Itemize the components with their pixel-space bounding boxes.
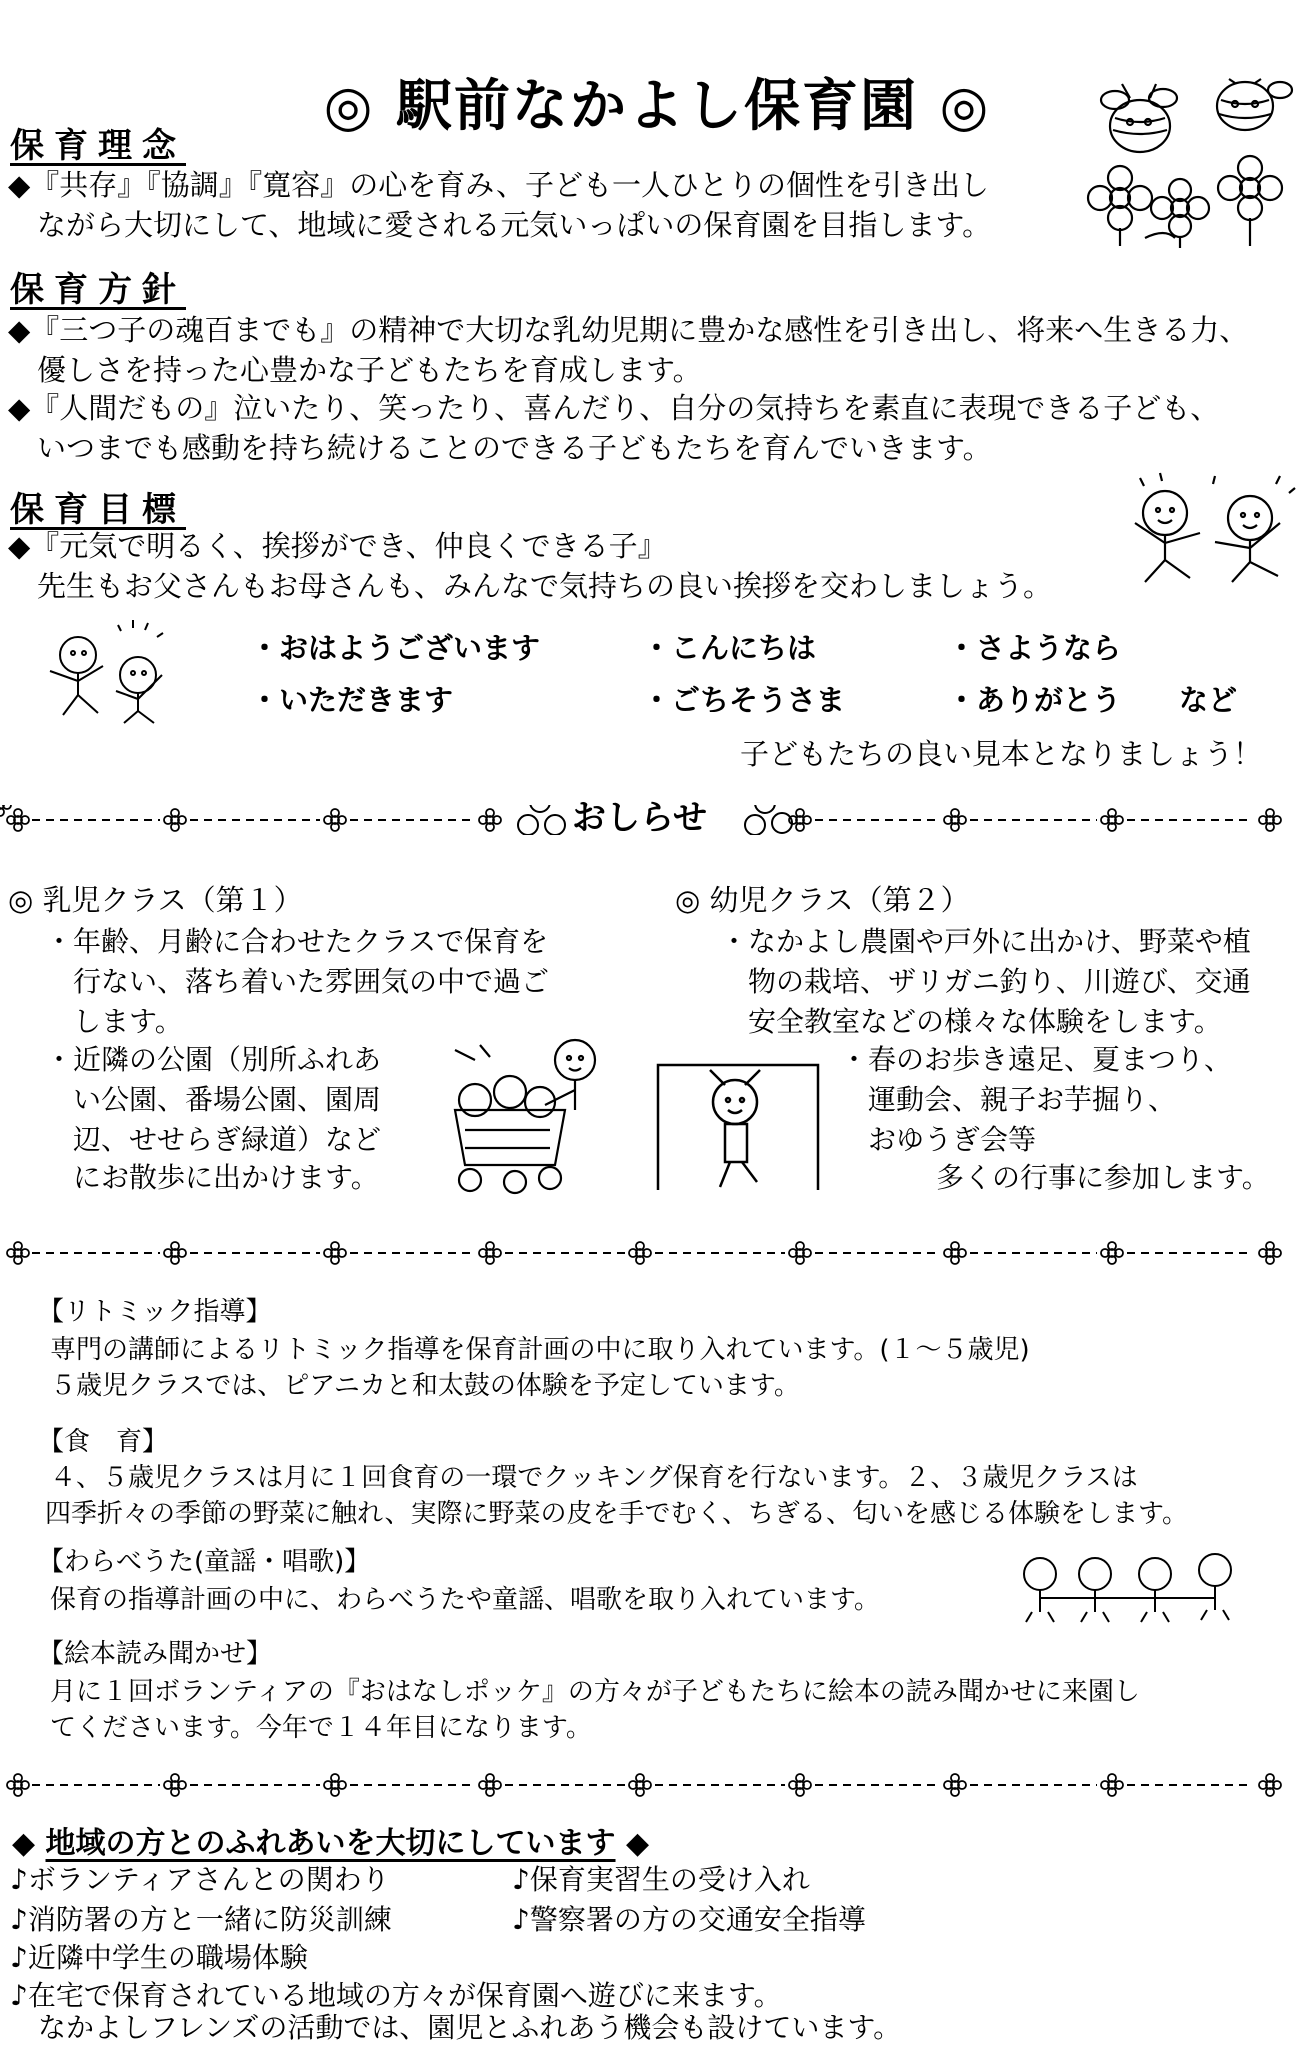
program-ehon-heading: 【絵本読み聞かせ】 [38,1639,273,1669]
program-ehon-line-2: てくださいます。今年で１４年目になります。 [50,1713,592,1743]
heading-houshin: 保育方針 [10,270,186,310]
program-warabeuta-heading: 【わらべうた(童謡・唱歌)】 [38,1547,371,1577]
page-title: ◎ 駅前なかよし保育園 ◎ [323,74,991,139]
nyuji-heading: ◎ 乳児クラス（第１） [8,883,303,917]
greeting-arigatou: ・ありがとう など [947,683,1238,717]
heading-rinen: 保育理念 [10,126,186,166]
kids-jumping-illustration [1110,468,1310,586]
houshin-line-4: いつまでも感動を持ち続けることのできる子どもたちを育んでいきます。 [8,431,992,465]
mokuhyo-closing: 子どもたちの良い見本となりましょう！ [740,737,1263,771]
community-last-line-1: ♪在宅で保育されている地域の方々が保育園へ遊びに来ます。 [10,1979,782,2012]
community-item-volunteer: ♪ボランティアさんとの関わり [10,1863,390,1896]
heading-mokuhyo: 保育目標 [10,490,186,530]
youji-line-1: ・なかよし農園や戸外に出かけ、野菜や植 [720,925,1251,958]
kids-holding-hands-illustration [1010,1546,1260,1626]
nyuji-line-6: 辺、せせらぎ緑道）など [45,1123,382,1156]
community-heading-row [12,1818,649,1862]
program-rhythmic-heading: 【リトミック指導】 [38,1297,272,1327]
community-item-fire-drill: ♪消防署の方と一緒に防災訓練 [10,1903,392,1936]
mokuhyo-line-2: 先生もお父さんもお母さんも、みんなで気持ちの良い挨拶を交わしましょう。 [8,569,1053,603]
youji-line-5: 運動会、親子お芋掘り、 [840,1083,1177,1116]
oshirase-heading: おしらせ [572,798,707,838]
houshin-line-1: ◆『三つ子の魂百までも』の精神で大切な乳幼児期に豊かな感性を引き出し、将来へ生きる力、 [8,313,1249,347]
flower-divider-2 [0,1238,1314,1268]
youji-line-2: 物の栽培、ザリガニ釣り、川遊び、交通 [720,965,1251,998]
youji-line-3: 安全教室などの様々な体験をします。 [720,1005,1222,1038]
greeting-sayounara: ・さようなら [947,631,1122,665]
youji-line-6: おゆうぎ会等 [840,1123,1037,1156]
greeting-gochisousama: ・ごちそうさま [642,683,846,717]
baby-stroller-illustration [445,1030,615,1195]
houshin-line-2: 優しさを持った心豊かな子どもたちを育成します。 [8,353,702,387]
program-rhythmic-line-2: ５歳児クラスでは、ピアニカと和太鼓の体験を予定しています。 [50,1371,800,1401]
houshin-line-3: ◆『人間だもの』泣いたり、笑ったり、喜んだり、自分の気持ちを素直に表現できる子ども、 [8,391,1220,425]
nyuji-line-2: 行ない、落ち着いた雰囲気の中で過ご [45,965,550,998]
flower-divider-3 [0,1770,1314,1800]
youji-heading: ◎ 幼児クラス（第２） [675,883,970,917]
community-item-workplace: ♪近隣中学生の職場体験 [10,1941,308,1974]
program-ehon-line-1: 月に１回ボランティアの『おはなしポッケ』の方々が子どもたちに絵本の読み聞かせに来園し [50,1677,1140,1707]
kids-playing-illustration [38,615,178,725]
nyuji-line-1: ・年齢、月齢に合わせたクラスで保育を [45,925,549,958]
bees-flowers-illustration [1085,78,1310,248]
program-shokuiku-line-2: 四季折々の季節の野菜に触れ、実際に野菜の皮を手でむく、ちぎる、匂いを感じる体験をします。 [45,1499,1188,1529]
rinen-line-2: ながら大切にして、地域に愛される元気いっぱいの保育園を目指します。 [8,208,992,242]
community-item-traffic-safety: ♪警察署の方の交通安全指導 [512,1903,866,1936]
youji-line-4: ・春のお歩き遠足、夏まつり、 [840,1043,1233,1076]
youji-line-7: 多くの行事に参加します。 [880,1161,1270,1194]
nyuji-line-4: ・近隣の公園（別所ふれあ [45,1043,382,1076]
greeting-itadakimasu: ・いただきます [250,683,454,717]
nyuji-line-3: します。 [45,1005,183,1038]
rinen-line-1: ◆『共存』『協調』『寛容』の心を育み、子ども一人ひとりの個性を引き出し [8,168,990,202]
mokuhyo-line-1: ◆『元気で明るく、挨拶ができ、仲良くできる子』 [8,529,667,563]
community-item-trainee: ♪保育実習生の受け入れ [512,1863,810,1896]
greeting-konnichiwa: ・こんにちは [642,631,817,665]
program-warabeuta-line-1: 保育の指導計画の中に、わらべうたや童謡、唱歌を取り入れています。 [50,1585,880,1615]
greeting-ohayo: ・おはようございます [250,631,541,665]
nyuji-line-5: い公園、番場公園、園周 [45,1083,382,1116]
community-last-line-2: なかよしフレンズの活動では、園児とふれあう機会も設けています。 [10,2011,902,2044]
diamond-icon: ◆ [615,1826,650,1861]
iron-bar-illustration [650,1050,825,1195]
program-shokuiku-heading: 【食 育】 [38,1427,169,1457]
community-heading: 地域の方とのふれあいを大切にしています [45,1826,616,1861]
program-rhythmic-line-1: 専門の講師によるリトミック指導を保育計画の中に取り入れています。(１～５歳児) [50,1335,1030,1365]
nyuji-line-7: にお散歩に出かけます。 [45,1161,379,1194]
diamond-icon: ◆ [12,1826,46,1861]
program-shokuiku-line-1: ４、５歳児クラスは月に１回食育の一環でクッキング保育を行ないます。２、３歳児クラスは [50,1463,1138,1493]
